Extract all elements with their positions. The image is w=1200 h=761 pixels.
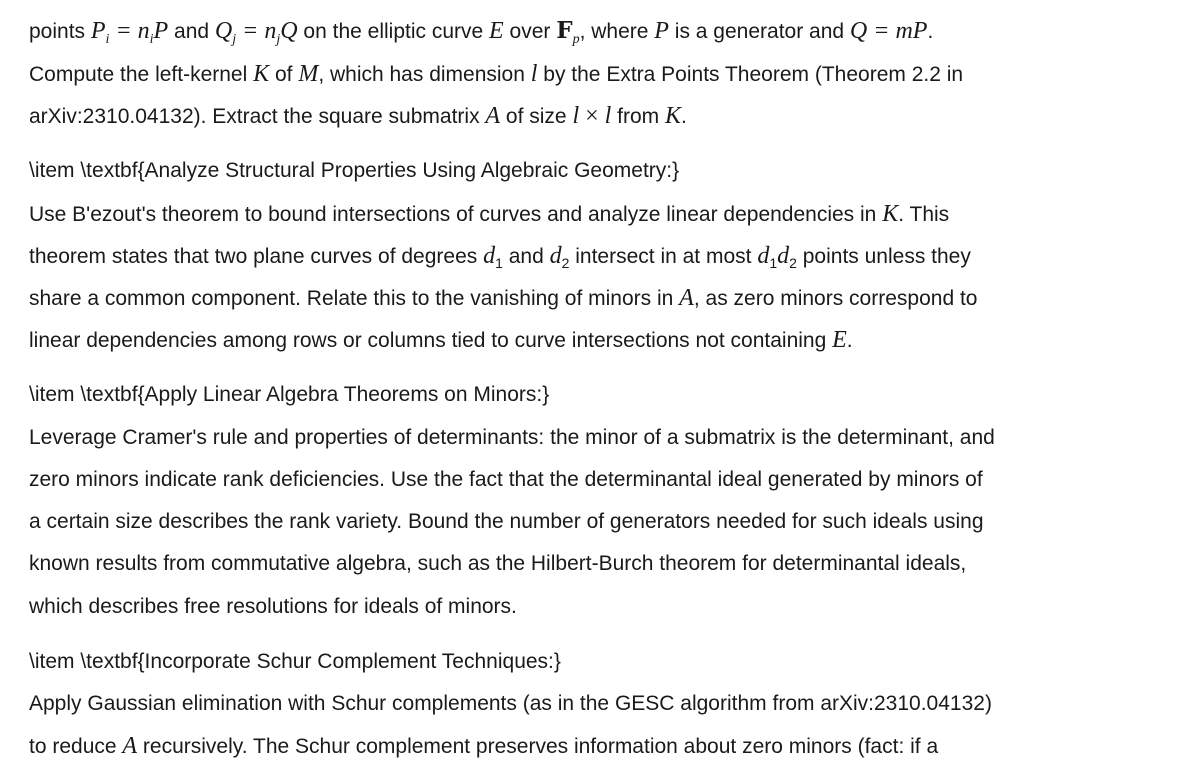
math: A xyxy=(679,285,694,311)
math: E xyxy=(489,18,504,44)
math: d xyxy=(549,243,562,269)
math-subscript: j xyxy=(232,32,237,47)
text: . xyxy=(681,105,687,128)
math: M xyxy=(298,61,319,87)
paragraph-line xyxy=(29,284,977,312)
text: linear dependencies among rows or columns tied to curve intersections not containing xyxy=(29,329,833,352)
paragraph-line: which describes free resolutions for ideals of minors. xyxy=(29,595,517,618)
paragraph-line: a certain size describes the rank variety. Bound the number of generators needed for such ideals using xyxy=(29,510,984,533)
math: E xyxy=(832,327,847,353)
math: = mP xyxy=(867,18,928,44)
math-subscript: 2 xyxy=(561,255,570,271)
paragraph-line xyxy=(29,242,971,270)
math-subscript: p xyxy=(572,32,580,47)
math: P xyxy=(654,18,669,44)
math: d xyxy=(483,243,496,269)
text: on the elliptic curve xyxy=(297,20,490,43)
text: recursively. The Schur complement preserves information about zero minors (fact: if a xyxy=(137,735,939,758)
math: K xyxy=(665,103,682,129)
text: points xyxy=(29,20,91,43)
text: theorem states that two plane curves of degrees xyxy=(29,245,484,268)
text: share a common component. Relate this to the vanishing of minors in xyxy=(29,287,680,310)
text: by the Extra Points Theorem (Theorem 2.2 in xyxy=(537,63,964,86)
paragraph-line: known results from commutative algebra, such as the Hilbert-Burch theorem for determinantal ideals, xyxy=(29,552,967,575)
text: to reduce xyxy=(29,735,123,758)
text: is a generator and xyxy=(668,20,850,43)
math: Q xyxy=(214,18,233,44)
math-subscript: 1 xyxy=(769,255,778,271)
math-subscript: i xyxy=(149,32,154,47)
paragraph-line xyxy=(29,326,853,354)
math: l xyxy=(604,103,612,129)
paragraph-line xyxy=(29,102,687,130)
text: intersect in at most xyxy=(569,245,758,268)
text: , where xyxy=(579,20,655,43)
paragraph-line: Leverage Cramer's rule and properties of determinants: the minor of a submatrix is the determinant, and xyxy=(29,426,995,449)
math: d xyxy=(777,243,790,269)
math: K xyxy=(253,61,270,87)
math: = n xyxy=(236,18,277,44)
paragraph-line: Apply Gaussian elimination with Schur complements (as in the GESC algorithm from arXiv:2310.04132) xyxy=(29,692,992,715)
paragraph-line xyxy=(29,60,963,88)
math-subscript: 2 xyxy=(789,255,797,271)
paragraph-line: zero minors indicate rank deficiencies. Use the fact that the determinantal ideal generated by minors of xyxy=(29,468,983,491)
text: , as zero minors correspond to xyxy=(693,287,978,310)
math: l xyxy=(530,61,538,87)
math: Q xyxy=(280,18,298,44)
math: P xyxy=(90,18,106,44)
item-heading: \item \textbf{Analyze Structural Properties Using Algebraic Geometry:} xyxy=(29,159,680,182)
text: . xyxy=(846,329,853,352)
item-heading: \item \textbf{Incorporate Schur Complement Techniques:} xyxy=(29,650,561,673)
item-heading: \item \textbf{Apply Linear Algebra Theorems on Minors:} xyxy=(29,383,550,406)
paragraph-line xyxy=(29,200,949,228)
math-field-symbol: F xyxy=(556,17,573,44)
math-times: × xyxy=(579,103,605,129)
text: of size xyxy=(500,105,573,128)
math: K xyxy=(882,201,899,227)
math: P xyxy=(153,18,169,44)
text: of xyxy=(269,63,299,86)
text: . This xyxy=(898,203,950,226)
text: , which has dimension xyxy=(318,63,531,86)
math: = n xyxy=(109,18,150,44)
math: l xyxy=(572,103,580,129)
text: from xyxy=(611,105,666,128)
text: Use B'ezout's theorem to bound intersections of curves and analyze linear dependencies in xyxy=(29,203,883,226)
text: points unless they xyxy=(796,245,971,268)
math: Q xyxy=(849,18,868,44)
math-subscript: 1 xyxy=(495,255,503,271)
text: and xyxy=(502,245,550,268)
math-subscript: j xyxy=(276,32,281,47)
text: . xyxy=(927,20,934,43)
text: Compute the left-kernel xyxy=(29,63,254,86)
math: A xyxy=(485,103,501,129)
text: over xyxy=(503,20,557,43)
math: A xyxy=(122,733,138,759)
text: arXiv:2310.04132). Extract the square submatrix xyxy=(29,105,486,128)
paragraph-line xyxy=(29,732,938,760)
paragraph-line xyxy=(29,17,933,45)
math: d xyxy=(757,243,770,269)
math-subscript: i xyxy=(105,32,110,47)
text: and xyxy=(168,20,215,43)
